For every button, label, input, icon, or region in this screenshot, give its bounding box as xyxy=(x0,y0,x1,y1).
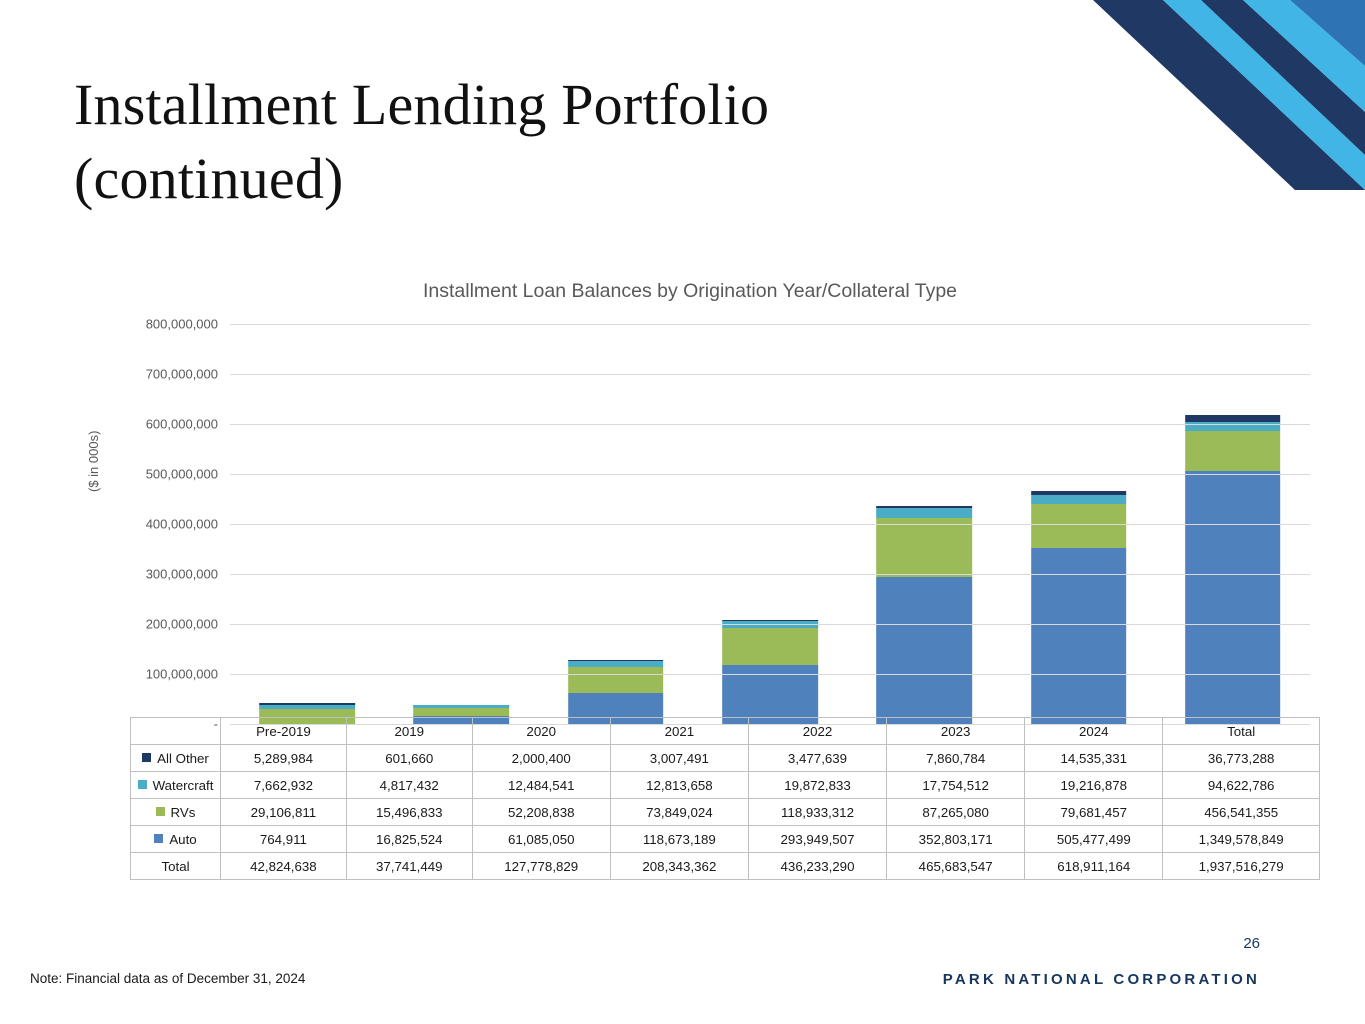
table-row xyxy=(131,745,1320,772)
table-row-header xyxy=(131,853,221,880)
table-cell: 61,085,050 xyxy=(472,826,610,853)
table-cell: 127,778,829 xyxy=(472,853,610,880)
table-row-header xyxy=(131,745,221,772)
table-cell: 14,535,331 xyxy=(1025,745,1163,772)
table-cell: 3,007,491 xyxy=(610,745,748,772)
table-cell: 1,937,516,279 xyxy=(1163,853,1320,880)
table-column-header: Total xyxy=(1163,718,1320,745)
table-cell: 7,860,784 xyxy=(887,745,1025,772)
table-row xyxy=(131,826,1320,853)
table-cell: 293,949,507 xyxy=(748,826,886,853)
table-cell: 4,817,432 xyxy=(346,772,472,799)
table-row-header xyxy=(131,826,221,853)
table-cell: 79,681,457 xyxy=(1025,799,1163,826)
legend-swatch-icon xyxy=(142,753,151,762)
table-cell: 5,289,984 xyxy=(221,745,347,772)
corner-decoration xyxy=(1075,0,1365,190)
table-cell: 456,541,355 xyxy=(1163,799,1320,826)
chart-bar-segment-all-other xyxy=(1185,415,1281,422)
table-cell: 601,660 xyxy=(346,745,472,772)
table-cell: 52,208,838 xyxy=(472,799,610,826)
table-row xyxy=(131,853,1320,880)
table-cell: 3,477,639 xyxy=(748,745,886,772)
chart-title: Installment Loan Balances by Origination Year/Collateral Type xyxy=(422,280,958,302)
table-row-header xyxy=(131,772,221,799)
table-cell: 7,662,932 xyxy=(221,772,347,799)
table-cell: 465,683,547 xyxy=(887,853,1025,880)
table-header-row xyxy=(131,718,1320,745)
chart-stacked-bar[interactable] xyxy=(1185,415,1281,724)
table-cell: 17,754,512 xyxy=(887,772,1025,799)
chart-bar-segment-watercraft xyxy=(1031,495,1127,504)
table-row xyxy=(131,799,1320,826)
chart-bar-segment-rvs xyxy=(414,708,510,716)
table-cell: 73,849,024 xyxy=(610,799,748,826)
legend-label: All Other xyxy=(157,750,209,766)
chart-gridline xyxy=(145,466,1310,482)
chart-gridline xyxy=(145,316,1310,332)
legend-swatch-icon xyxy=(154,834,163,843)
chart-y-axis-label: ($ in 000s) xyxy=(86,430,101,492)
chart-stacked-bar[interactable] xyxy=(1031,491,1127,724)
chart-gridline xyxy=(145,566,1310,582)
table-column-header: 2021 xyxy=(610,718,748,745)
brand-footer: PARK NATIONAL CORPORATION xyxy=(942,971,1260,988)
table-cell: 12,813,658 xyxy=(610,772,748,799)
table-corner-cell xyxy=(131,718,221,745)
chart-y-tick-label: 300,000,000 xyxy=(145,566,218,582)
table-column-header: Pre-2019 xyxy=(221,718,347,745)
table-cell: 19,216,878 xyxy=(1025,772,1163,799)
table-cell: 764,911 xyxy=(221,826,347,853)
table-cell: 118,933,312 xyxy=(748,799,886,826)
legend-swatch-icon xyxy=(138,780,147,789)
chart-gridline xyxy=(145,416,1310,432)
table-cell: 12,484,541 xyxy=(472,772,610,799)
legend-label: Watercraft xyxy=(152,777,214,793)
table-cell: 37,741,449 xyxy=(346,853,472,880)
table-column-header: 2024 xyxy=(1025,718,1163,745)
table-cell: 505,477,499 xyxy=(1025,826,1163,853)
chart-gridline xyxy=(145,666,1310,682)
chart-stacked-bar[interactable] xyxy=(722,620,818,724)
page-number: 26 xyxy=(1243,935,1260,952)
page-title: Installment Lending Portfolio (continued) xyxy=(74,72,770,212)
table-cell: 15,496,833 xyxy=(346,799,472,826)
chart-bar-segment-rvs xyxy=(568,667,664,693)
table-cell: 42,824,638 xyxy=(221,853,347,880)
chart-gridline xyxy=(145,616,1310,632)
chart-bar-segment-auto xyxy=(876,577,972,724)
chart-y-tick-label: - xyxy=(213,716,218,732)
table-cell: 2,000,400 xyxy=(472,745,610,772)
legend-label: RVs xyxy=(170,804,196,820)
table-cell: 1,349,578,849 xyxy=(1163,826,1320,853)
table-cell: 16,825,524 xyxy=(346,826,472,853)
table-cell: 36,773,288 xyxy=(1163,745,1320,772)
table-row-header xyxy=(131,799,221,826)
legend-label: Total xyxy=(161,858,190,874)
chart-y-tick-label: 100,000,000 xyxy=(145,666,218,682)
chart-bar-segment-auto xyxy=(1185,471,1281,724)
chart-y-tick-label: 600,000,000 xyxy=(145,416,218,432)
chart-stacked-bar[interactable] xyxy=(568,660,664,724)
chart-stacked-bar[interactable] xyxy=(876,506,972,724)
table-column-header: 2022 xyxy=(748,718,886,745)
table-cell: 352,803,171 xyxy=(887,826,1025,853)
table-column-header: 2019 xyxy=(346,718,472,745)
chart-y-tick-label: 200,000,000 xyxy=(145,616,218,632)
chart-gridline xyxy=(145,516,1310,532)
table-cell: 19,872,833 xyxy=(748,772,886,799)
chart-data-table xyxy=(130,717,1320,880)
chart-y-tick-label: 500,000,000 xyxy=(145,466,218,482)
chart-bar-segment-rvs xyxy=(1185,431,1281,471)
legend-swatch-icon xyxy=(156,807,165,816)
chart-y-tick-label: 400,000,000 xyxy=(145,516,218,532)
table-row xyxy=(131,772,1320,799)
table-cell: 618,911,164 xyxy=(1025,853,1163,880)
table-cell: 29,106,811 xyxy=(221,799,347,826)
chart-bar-segment-watercraft xyxy=(876,508,972,518)
chart-bar-segment-rvs xyxy=(876,518,972,577)
chart-y-tick-label: 700,000,000 xyxy=(145,366,218,382)
table-cell: 94,622,786 xyxy=(1163,772,1320,799)
table-cell: 118,673,189 xyxy=(610,826,748,853)
legend-label: Auto xyxy=(169,831,197,847)
table-cell: 208,343,362 xyxy=(610,853,748,880)
chart-y-tick-label: 800,000,000 xyxy=(145,316,218,332)
table-column-header: 2020 xyxy=(472,718,610,745)
chart-bar-segment-rvs xyxy=(722,628,818,665)
table-column-header: 2023 xyxy=(887,718,1025,745)
table-cell: 87,265,080 xyxy=(887,799,1025,826)
table-cell: 436,233,290 xyxy=(748,853,886,880)
chart-gridline xyxy=(145,366,1310,382)
footnote: Note: Financial data as of December 31, 2024 xyxy=(30,971,306,986)
chart-bar-segment-rvs xyxy=(1031,504,1127,548)
